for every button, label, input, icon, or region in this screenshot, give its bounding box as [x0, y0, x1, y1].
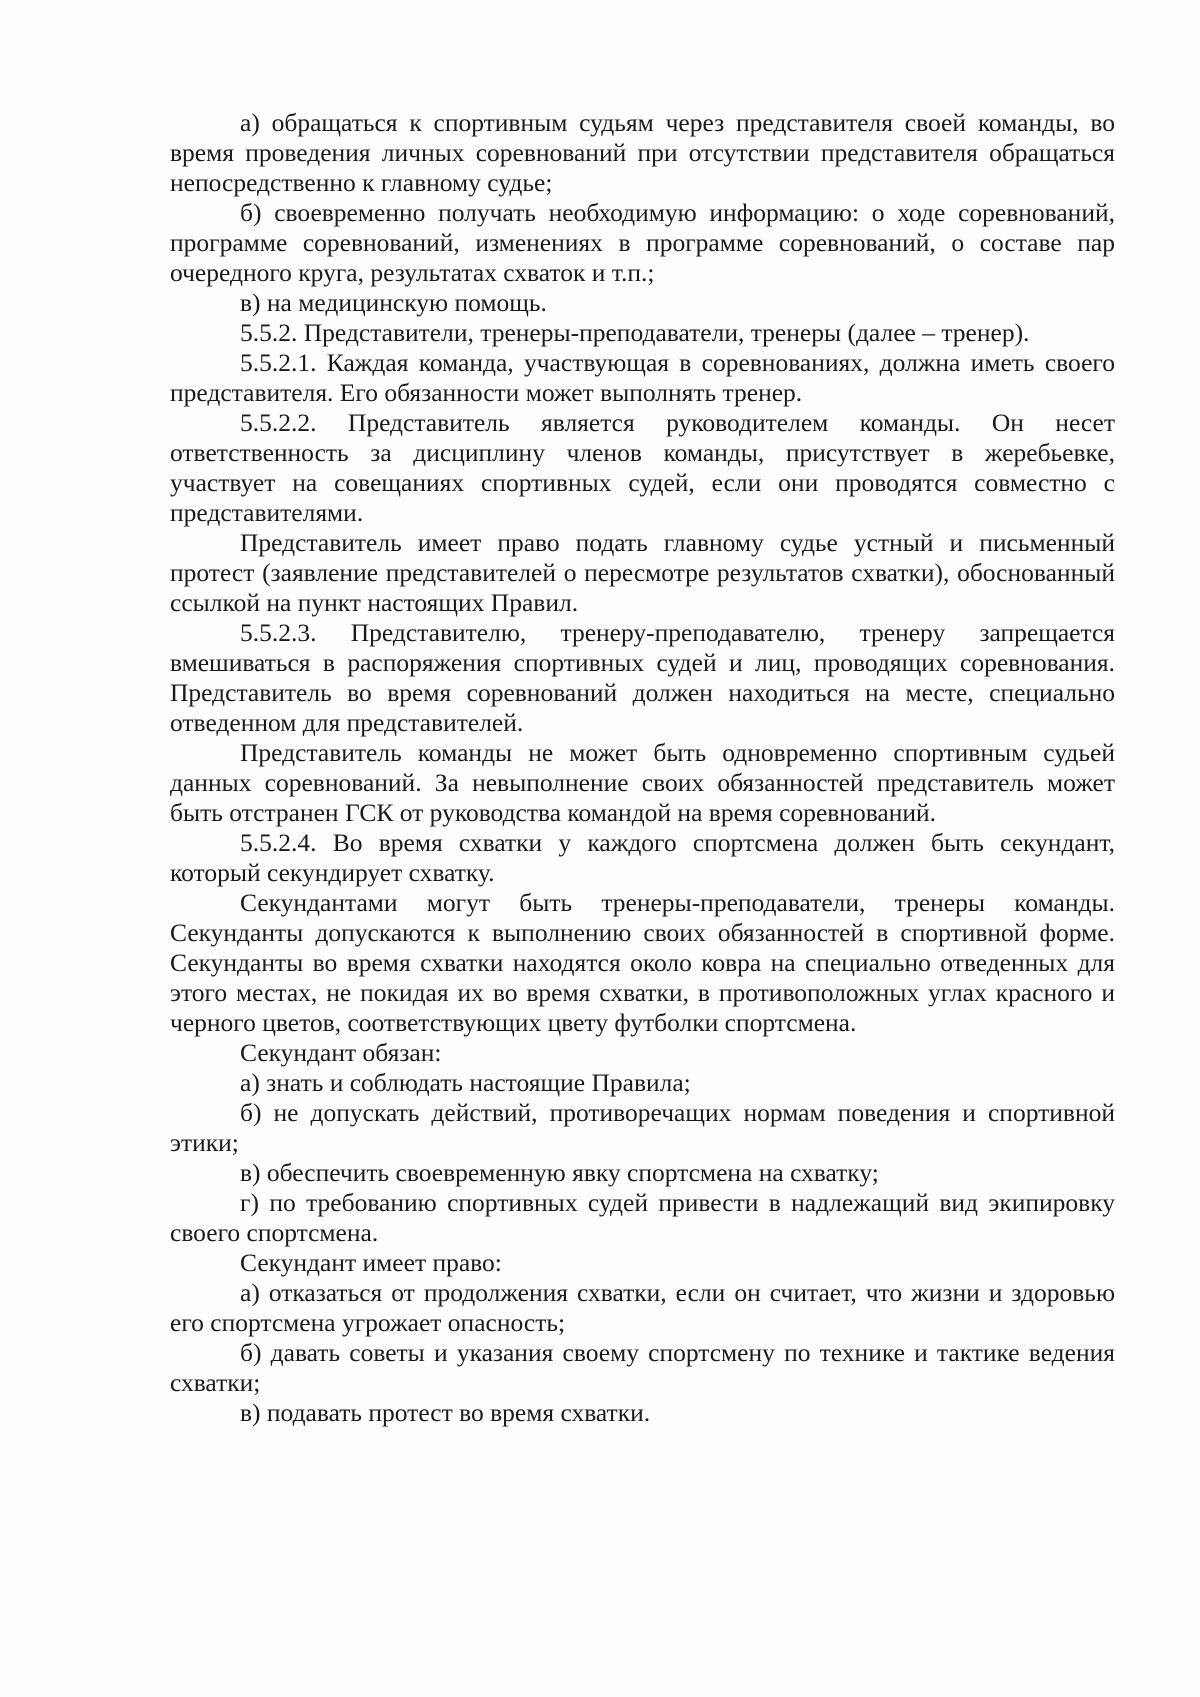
document-body	[170, 108, 1115, 1428]
section-5-5-2-4: 5.5.2.4. Во время схватки у каждого спортсмена должен быть секундант, который секундирует схватку.	[170, 828, 1115, 887]
paragraph-v-medical-help: в) на медицинскую помощь.	[240, 288, 547, 317]
section-5-5-2-2: 5.5.2.2. Представитель является руководителем команды. Он несет ответственность за дисциплину членов команды, присутствует в жеребьевке, участвует на совещаниях спортивных судей, если они проводятся совместно с представителями.	[170, 408, 1115, 527]
paragraph-obliged-a: а) знать и соблюдать настоящие Правила;	[240, 1068, 691, 1097]
section-5-5-2-1: 5.5.2.1. Каждая команда, участвующая в соревнованиях, должна иметь своего представителя. Его обязанности может выполнять тренер.	[170, 348, 1115, 407]
section-5-5-2-heading: 5.5.2. Представители, тренеры-преподаватели, тренеры (далее – тренер).	[240, 318, 1030, 347]
paragraph-second-obliged: Секундант обязан:	[240, 1038, 442, 1067]
paragraph-seconds-who: Секундантами могут быть тренеры-преподаватели, тренеры команды. Секунданты допускаются к выполнению своих обязанностей в спортивной форме. Секунданты во время схватки находятся около ковра на специально отведенных для этого местах, не покидая их во время схватки, в противоположных углах красного и черного цветов, соответствующих цвету футболки спортсмена.	[170, 888, 1115, 1037]
paragraph-second-rights: Секундант имеет право:	[240, 1248, 502, 1277]
paragraph-obliged-v: в) обеспечить своевременную явку спортсмена на схватку;	[240, 1158, 879, 1187]
paragraph-obliged-b: б) не допускать действий, противоречащих нормам поведения и спортивной этики;	[170, 1098, 1115, 1157]
paragraph-a-contact-judges: а) обращаться к спортивным судьям через представителя своей команды, во время проведения личных соревнований при отсутствии представителя обращаться непосредственно к главному судье;	[170, 108, 1115, 197]
paragraph-obliged-g: г) по требованию спортивных судей привести в надлежащий вид экипировку своего спортсмена.	[170, 1188, 1115, 1247]
paragraph-rights-v: в) подавать протест во время схватки.	[240, 1398, 651, 1427]
paragraph-representative-not-judge: Представитель команды не может быть одновременно спортивным судьей данных соревнований. За невыполнение своих обязанностей представитель может быть отстранен ГСК от руководства командой на время соревнований.	[170, 738, 1115, 827]
paragraph-b-get-information: б) своевременно получать необходимую информацию: о ходе соревнований, программе соревнований, изменениях в программе соревнований, о составе пар очередного круга, результатах схваток и т.п.;	[170, 198, 1115, 287]
section-5-5-2-3: 5.5.2.3. Представителю, тренеру-преподавателю, тренеру запрещается вмешиваться в распоряжения спортивных судей и лиц, проводящих соревнования. Представитель во время соревнований должен находиться на месте, специально отведенном для представителей.	[170, 618, 1115, 737]
paragraph-rights-a: а) отказаться от продолжения схватки, если он считает, что жизни и здоровью его спортсмена угрожает опасность;	[170, 1278, 1115, 1337]
paragraph-representative-protest: Представитель имеет право подать главному судье устный и письменный протест (заявление представителей о пересмотре результатов схватки), обоснованный ссылкой на пункт настоящих Правил.	[170, 528, 1115, 617]
paragraph-rights-b: б) давать советы и указания своему спортсмену по технике и тактике ведения схватки;	[170, 1338, 1115, 1397]
